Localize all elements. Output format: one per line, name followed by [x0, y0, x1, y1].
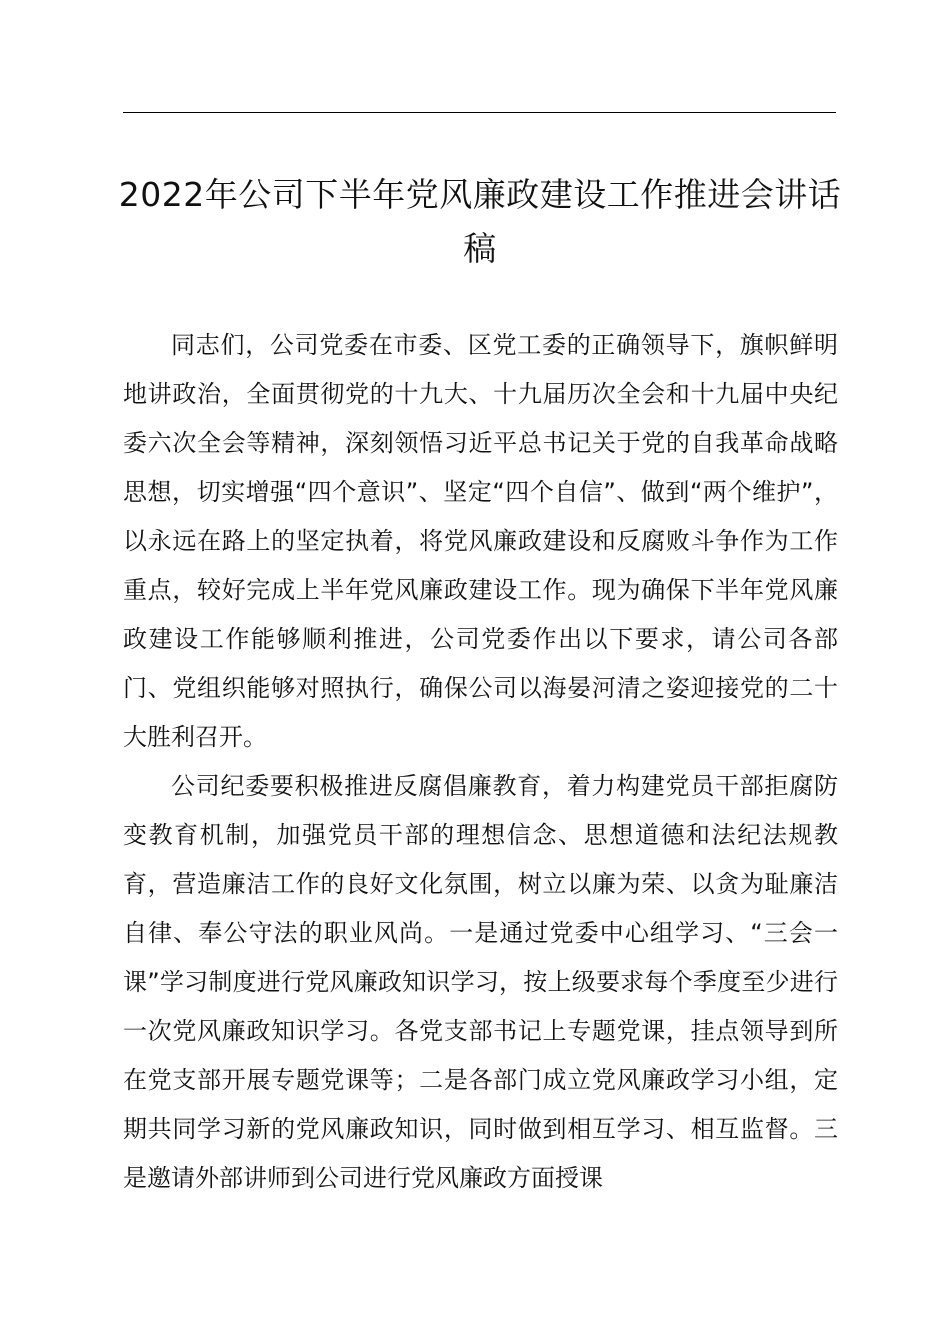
- body-paragraph-2: 公司纪委要积极推进反腐倡廉教育，着力构建党员干部拒腐防变教育机制，加强党员干部的理想信念、思想道德和法纪法规教育，营造廉洁工作的良好文化氛围，树立以廉为荣、以贪为耻廉洁自律、奉公守法的职业风尚。一是通过党委中心组学习、“三会一课”学习制度进行党风廉政知识学习，按上级要求每个季度至少进行一次党风廉政知识学习。各党支部书记上专题党课，挂点领导到所在党支部开展专题党课等；二是各部门成立党风廉政学习小组，定期共同学习新的党风廉政知识，同时做到相互学习、相互监督。三是邀请外部讲师到公司进行党风廉政方面授课: [123, 772, 838, 1192]
- document-body: [123, 321, 838, 1203]
- body-paragraph-1: 同志们，公司党委在市委、区党工委的正确领导下，旗帜鲜明地讲政治，全面贯彻党的十九大、十九届历次全会和十九届中央纪委六次全会等精神，深刻领悟习近平总书记关于党的自我革命战略思想，切实增强“四个意识”、坚定“四个自信”、做到“两个维护”，以永远在路上的坚定执着，将党风廉政建设和反腐败斗争作为工作重点，较好完成上半年党风廉政建设工作。现为确保下半年党风廉政建设工作能够顺利推进，公司党委作出以下要求，请公司各部门、党组织能够对照执行，确保公司以海晏河清之姿迎接党的二十大胜利召开。: [123, 331, 838, 751]
- document-title: 2022年公司下半年党风廉政建设工作推进会讲话稿: [118, 175, 842, 268]
- header-rule: [123, 112, 836, 113]
